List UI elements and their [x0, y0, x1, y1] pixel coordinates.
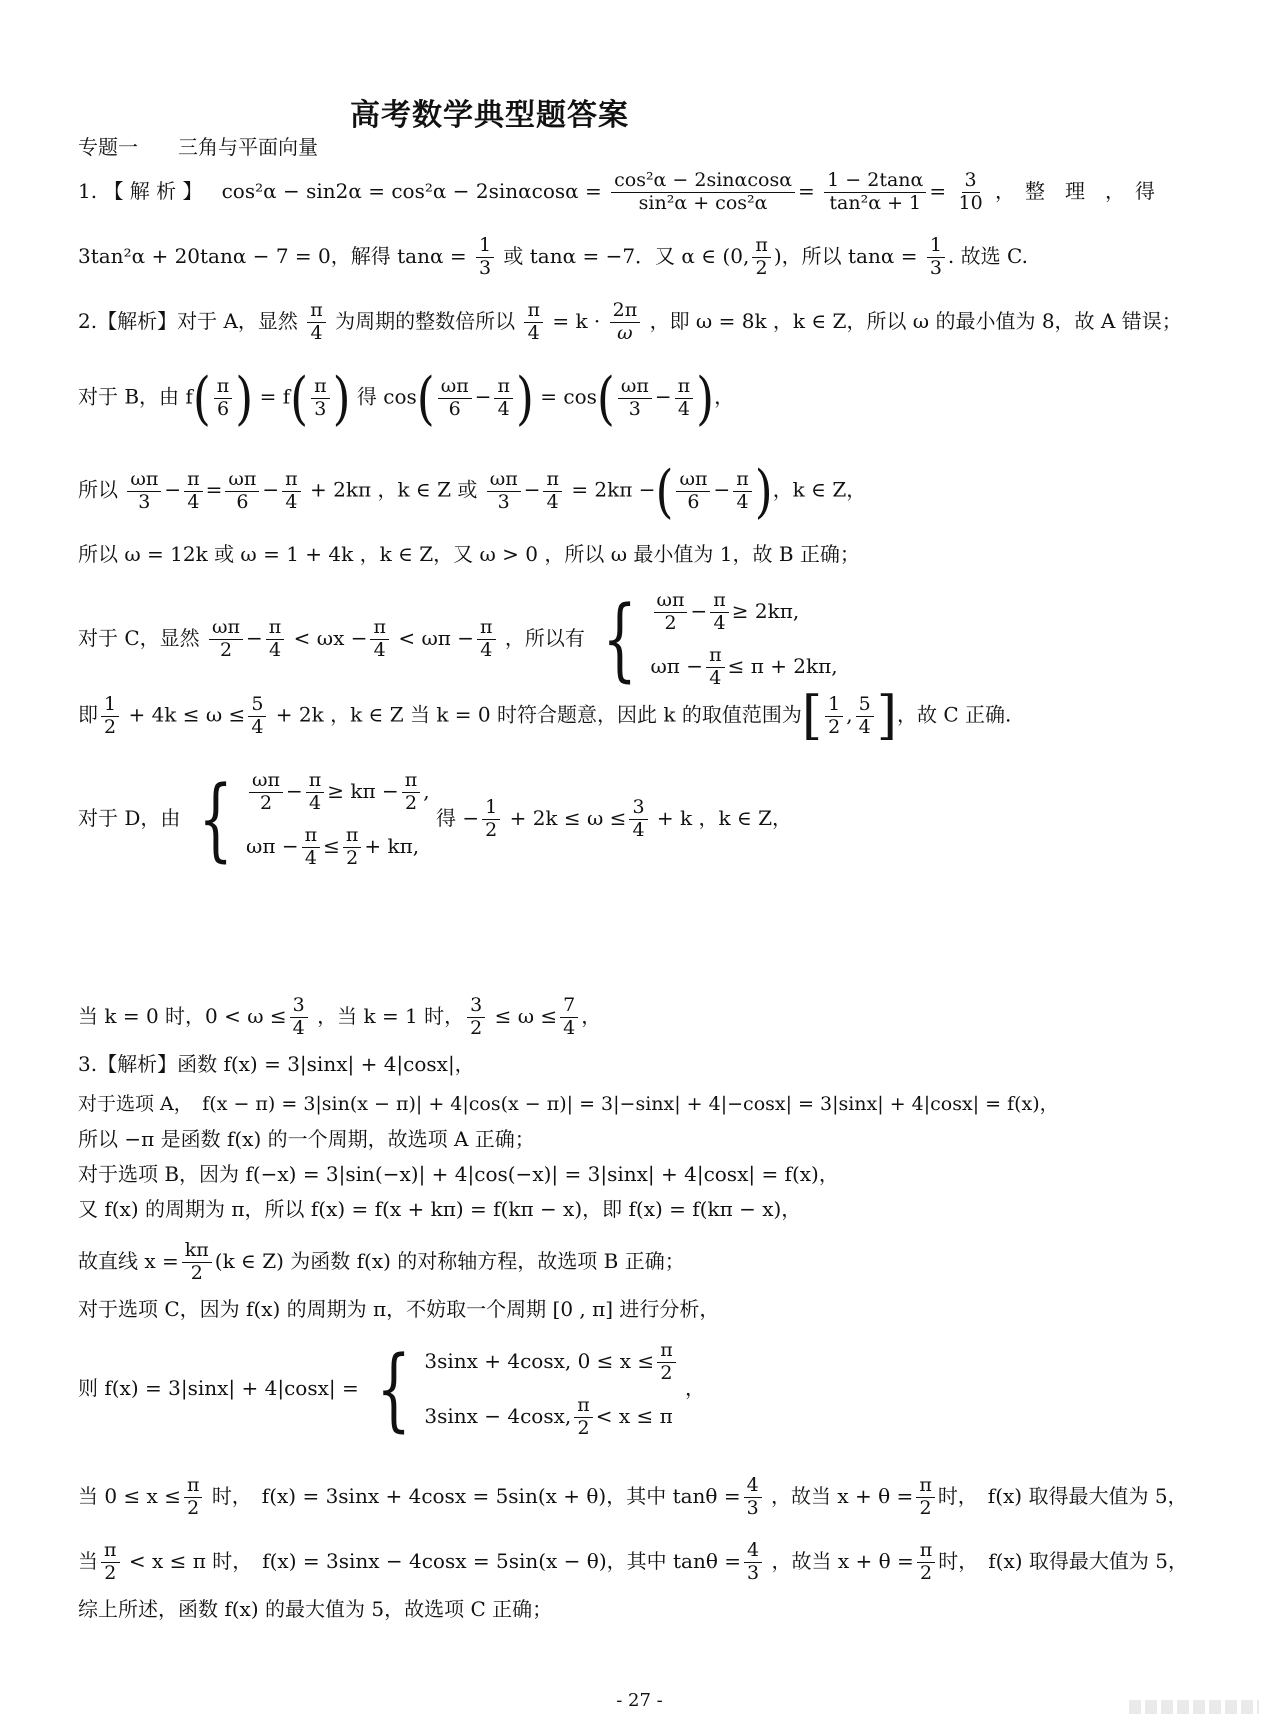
q3-line-11: 综上所述，函数 f(x) 的最大值为 5，故选项 C 正确； [78, 1597, 553, 1621]
q2-line-5: 对于 C，显然 $\frac{\omega\pi}{2}$ − $\frac{\pi}{4}$ < ωx − $\frac{\pi}{4}$ < ωπ − $\frac{\pi}{4}$ ，所以有 { $\frac{\omega\pi}{2}$ − $\frac{\pi}{4}$ ≥ 2kπ, ωπ − $\frac{\pi}{4}$ ≤ π + 2kπ, [78, 586, 838, 692]
q3-line-5: 又 f(x) 的周期为 π，所以 f(x) = f(x + kπ) = f(kπ − x)，即 f(x) = f(kπ − x)， [78, 1197, 802, 1221]
topic-heading: 专题一 三角与平面向量 [78, 135, 318, 159]
q3-line-10: 当 $\frac{\pi}{2}$ < x ≤ π 时， f(x) = 3sinx − 4cosx = 5sin(x − θ)，其中 tanθ = $\frac{4}{3}$ ，故当 x + θ = $\frac{\pi}{2}$ 时， f(x) 取得最大值为 5， [78, 1539, 1188, 1584]
q2-line-8: 当 k = 0 时，0 < ω ≤ $\frac{3}{4}$ ，当 k = 1 时， $\frac{3}{2}$ ≤ ω ≤ $\frac{7}{4}$ ， [78, 994, 602, 1039]
q3-line-8: 则 f(x) = 3|sinx| + 4|cosx| = { 3sinx + 4cosx, 0 ≤ x ≤ $\frac{\pi}{2}$ 3sinx − 4cosx, $\frac{\pi}{2}$ < x ≤ π ， [78, 1336, 706, 1442]
q3-line-7: 对于选项 C，因为 f(x) 的周期为 π，不妨取一个周期 [0 , π] 进行分析， [78, 1297, 720, 1321]
q2-system-c: { $\frac{\omega\pi}{2}$ − $\frac{\pi}{4}$ ≥ 2kπ, ωπ − $\frac{\pi}{4}$ ≤ π + 2kπ, [602, 586, 838, 692]
q3-piecewise: { 3sinx + 4cosx, 0 ≤ x ≤ $\frac{\pi}{2}$ 3sinx − 4cosx, $\frac{\pi}{2}$ < x ≤ π [365, 1340, 679, 1439]
q2-line-4: 所以 ω = 12k 或 ω = 1 + 4k ，k ∈ Z，又 ω > 0 ，所以 ω 最小值为 1，故 B 正确； [78, 542, 860, 566]
q3-line-2: 对于选项 A， f(x − π) = 3|sin(x − π)| + 4|cos(x − π)| = 3|−sinx| + 4|−cosx| = 3|sinx| + 4|cosx| = f(x)， [78, 1093, 1059, 1115]
q1-line-2: 3tan²α + 20tanα − 7 = 0，解得 tanα = $\frac{1}{3}$ 或 tanα = −7．又 α ∈ (0, $\frac{\pi}{2}$ )，所以 tanα = $\frac{1}{3}$ . 故选 C. [78, 234, 1028, 279]
q1-label: 1. 【 解 析 】 [78, 178, 203, 203]
q2-line-2: 对于 B，由 f( $\frac{\pi}{6}$ ) = f( $\frac{\pi}{3}$ ) 得 cos( $\frac{\omega\pi}{6}$ − $\frac{\pi}{4}$ ) = cos( $\frac{\omega\pi}{3}$ − $\frac{\pi}{4}$ )， [78, 364, 735, 432]
q1-fraction-3: $\frac{3}{10}$ [958, 169, 983, 214]
q2-system-d: { $\frac{\omega\pi}{2}$ − $\frac{\pi}{4}$ ≥ kπ − $\frac{\pi}{2}$ , ωπ − $\frac{\pi}{4}$ ≤ $\frac{\pi}{2}$ + kπ, [198, 766, 430, 872]
q2-line-7: 对于 D，由 { $\frac{\omega\pi}{2}$ − $\frac{\pi}{4}$ ≥ kπ − $\frac{\pi}{2}$ , ωπ − $\frac{\pi}{4}$ ≤ $\frac{\pi}{2}$ + kπ, 得 − $\frac{1}{2}$ + 2k ≤ ω ≤ $\frac{3}{4}$ + k ，k ∈ Z， [78, 766, 793, 872]
page-title: 高考数学典型题答案 [350, 98, 629, 133]
page-number: - 27 - [616, 1690, 663, 1711]
watermark-pattern [1129, 1700, 1259, 1714]
q2-line-1: 2.【解析】对于 A，显然 $\frac{\pi}{4}$ 为周期的整数倍所以 $\frac{\pi}{4}$ = k · $\frac{2\pi}{\omega}$ ，即 ω = 8k ，k ∈ Z，所以 ω 的最小值为 8，故 A 错误； [78, 299, 1182, 344]
q3-line-3: 所以 −π 是函数 f(x) 的一个周期，故选项 A 正确； [78, 1127, 535, 1151]
q1-fraction-1: $\frac{\text{cos²α − 2sinαcosα}}{\text{sin²α + cos²α}}$ [611, 170, 795, 215]
q1-frac-pi-2: $\frac{\pi}{2}$ [752, 235, 771, 280]
q1-line-1: 1. 【 解 析 】 cos²α − sin2α = cos²α − 2sinαcosα = $\frac{\text{cos²α − 2sinαcosα}}{\text{sin²α + cos²α}}$ = $\frac{1 - 2\tan\alpha}{\text{tan²α + 1}}$ = $\frac{3}{10}$ ， 整 理 ， 得 [78, 169, 1156, 214]
q1-frac-answer: $\frac{1}{3}$ [927, 235, 945, 280]
q3-line-6: 故直线 x = $\frac{k\pi}{2}$ (k ∈ Z) 为函数 f(x) 的对称轴方程，故选项 B 正确； [78, 1239, 685, 1284]
q1-fraction-2: $\frac{1 - 2\tan\alpha}{\text{tan²α + 1}}$ [824, 170, 926, 215]
q3-line-9: 当 0 ≤ x ≤ $\frac{\pi}{2}$ 时， f(x) = 3sinx + 4cosx = 5sin(x + θ)，其中 tanθ = $\frac{4}{3}$ ，故当 x + θ = $\frac{\pi}{2}$ 时， f(x) 取得最大值为 5， [78, 1474, 1188, 1519]
q2-line-6: 即 $\frac{1}{2}$ + 4k ≤ ω ≤ $\frac{5}{4}$ + 2k ，k ∈ Z 当 k = 0 时符合题意，因此 k 的取值范围为[ $\frac{1}{2}$ , $\frac{5}{4}$ ]，故 C 正确. [78, 686, 1012, 746]
q3-line-4: 对于选项 B，因为 f(−x) = 3|sin(−x)| + 4|cos(−x)| = 3|sinx| + 4|cosx| = f(x)， [78, 1162, 839, 1186]
q1-expr1: cos²α − sin2α = cos²α − 2sinαcosα = [221, 178, 602, 203]
q3-line-1: 3.【解析】函数 f(x) = 3|sinx| + 4|cosx|， [78, 1052, 475, 1076]
q2-line-3: 所以 $\frac{\omega\pi}{3}$ − $\frac{\pi}{4}$ = $\frac{\omega\pi}{6}$ − $\frac{\pi}{4}$ + 2kπ ，k ∈ Z 或 $\frac{\omega\pi}{3}$ − $\frac{\pi}{4}$ = 2kπ −( $\frac{\omega\pi}{6}$ − $\frac{\pi}{4}$ )，k ∈ Z， [78, 457, 867, 525]
q1-frac-one-third: $\frac{1}{3}$ [476, 235, 494, 280]
q1-tail: ， 整 理 ， 得 [995, 178, 1156, 203]
